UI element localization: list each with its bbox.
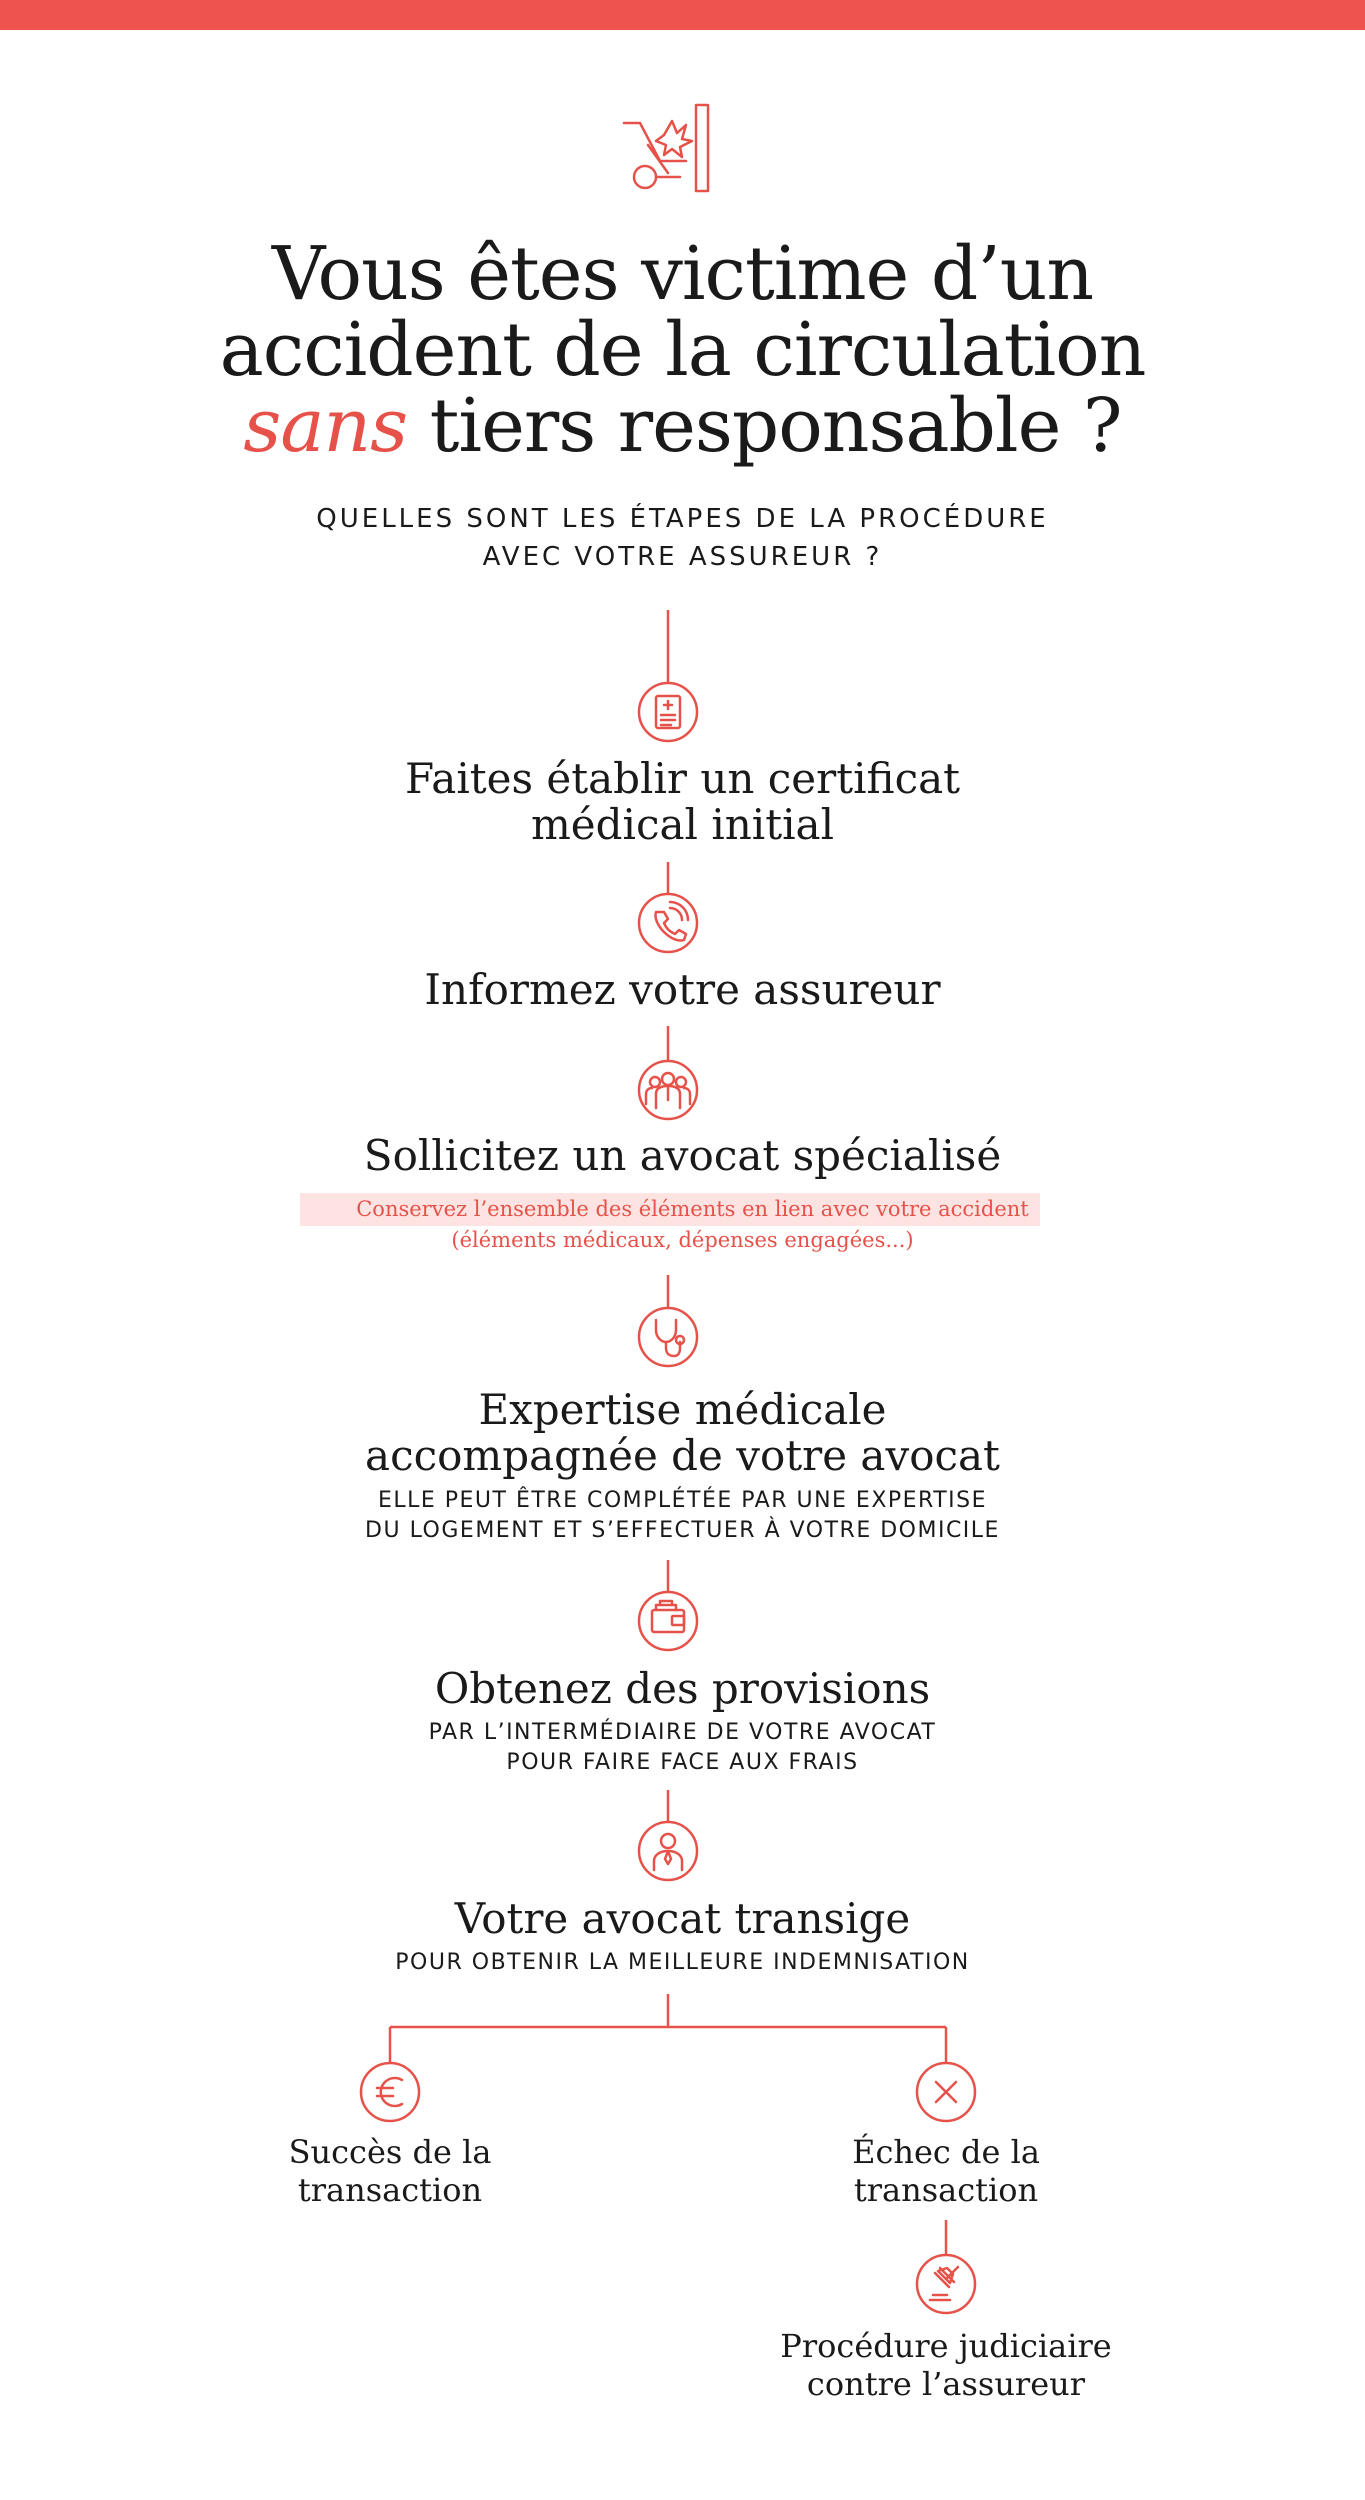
close-icon: [917, 2063, 975, 2121]
step-title-line: médical initial: [530, 800, 835, 849]
branch-line: Succès de la: [288, 2133, 492, 2171]
lawyer-person-icon: [639, 1822, 697, 1880]
title-line: [0, 383, 1365, 469]
step-caption: [0, 1718, 1365, 1778]
note-text: [0, 1194, 1365, 1256]
step-title: Sollicitez un avocat spécialisé: [363, 1131, 1002, 1180]
branch-line: contre l’assureur: [806, 2365, 1086, 2403]
note-line: (éléments médicaux, dépenses engagées...): [451, 1228, 914, 1252]
step-title: Obtenez des provisions: [434, 1664, 931, 1713]
caption-line: DU LOGEMENT ET S’EFFECTUER À VOTRE DOMICILE: [365, 1518, 1000, 1543]
note-line: Conservez l’ensemble des éléments en lien avec votre accident: [356, 1197, 1029, 1221]
gavel-icon: [917, 2255, 975, 2313]
lawyer-icon: [639, 1061, 697, 1119]
subtitle-line: QUELLES SONT LES ÉTAPES DE LA PROCÉDURE: [316, 504, 1049, 534]
page-subtitle: [0, 500, 1365, 576]
failure-label: [766, 2133, 1126, 2209]
step-title-line: Expertise médicale: [478, 1385, 887, 1434]
subtitle-line: AVEC VOTRE ASSUREUR ?: [482, 542, 883, 572]
branch-line: Procédure judiciaire: [780, 2327, 1112, 2365]
title-rest: tiers responsable ?: [407, 383, 1122, 469]
step-title: [0, 1387, 1365, 1479]
step-title: Informez votre assureur: [424, 965, 941, 1014]
success-label: [210, 2133, 570, 2209]
car-crash-icon: [624, 105, 708, 191]
caption-line: POUR FAIRE FACE AUX FRAIS: [506, 1750, 859, 1775]
branch-line: Échec de la: [852, 2133, 1040, 2171]
branch-line: transaction: [297, 2171, 483, 2209]
step-caption: [0, 1486, 1365, 1546]
caption-line: ELLE PEUT ÊTRE COMPLÉTÉE PAR UNE EXPERTISE: [377, 1488, 988, 1513]
caption-line: PAR L’INTERMÉDIAIRE DE VOTRE AVOCAT: [428, 1720, 937, 1745]
stethoscope-icon: [639, 1308, 697, 1366]
step-caption: POUR OBTENIR LA MEILLEURE INDEMNISATION: [395, 1950, 970, 1975]
step-title: Votre avocat transige: [454, 1894, 911, 1943]
euro-icon: [361, 2063, 419, 2121]
step-title: [0, 756, 1365, 848]
branch-line: transaction: [853, 2171, 1039, 2209]
step-title-line: Faites établir un certificat: [404, 754, 961, 803]
step-title-line: accompagnée de votre avocat: [365, 1431, 1000, 1480]
page-title: [0, 231, 1365, 469]
title-line: accident de la circulation: [219, 307, 1146, 393]
wallet-icon: [639, 1592, 697, 1650]
medical-certificate-icon: [639, 683, 697, 741]
judicial-label: [746, 2327, 1146, 2403]
title-accent: sans: [243, 383, 408, 469]
phone-call-icon: [639, 894, 697, 952]
title-line: Vous êtes victime d’un: [271, 231, 1094, 317]
